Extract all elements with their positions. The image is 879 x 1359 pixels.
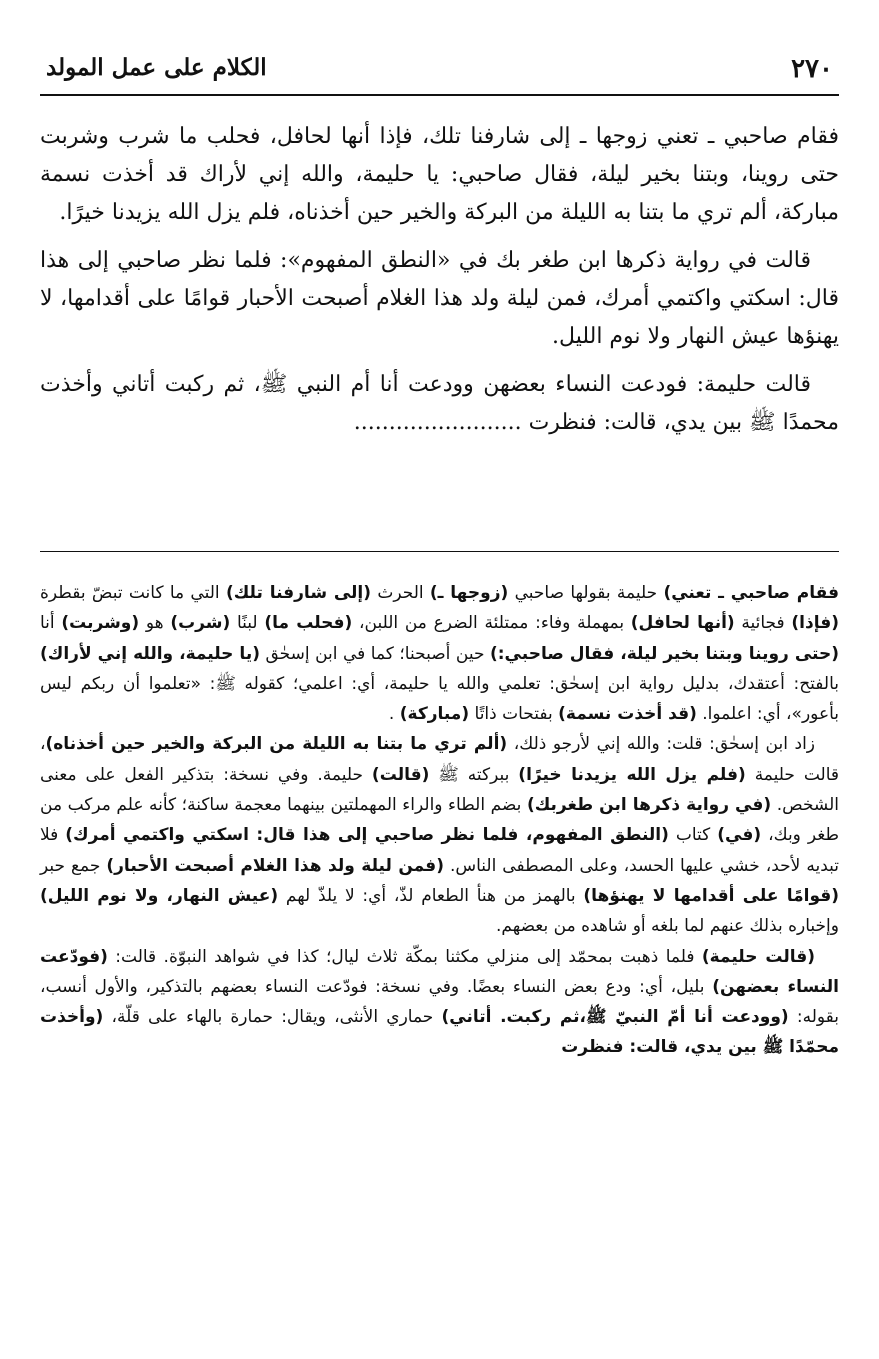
commentary-text: كتاب: [668, 825, 718, 846]
commentary-text: بالهمز من هنأ الطعام لذّ، أي: لا يلذّ لهم: [278, 885, 584, 906]
quoted-text: (قوامًا على أقدامها لا يهنؤها): [583, 885, 840, 906]
quoted-text: (فإذا): [791, 613, 839, 634]
quoted-text: (فودّعت النساء بعضهن): [40, 946, 839, 997]
commentary-text: ببركته ﷺ: [429, 764, 519, 785]
commentary-text: حين أصبحنا؛ كما في ابن إسحٰق: [259, 643, 490, 664]
commentary-text: أنا: [40, 613, 62, 634]
commentary-text: الحرث: [371, 583, 430, 603]
commentary-text: بمهملة وفاء: ممتلئة الضرع من اللبن،: [352, 613, 631, 634]
commentary-text: بفتحات ذاتًا: [469, 704, 559, 725]
quoted-text: (حتى روينا وبتنا بخير ليلة، فقال صاحبي:): [489, 643, 839, 664]
quoted-text: (وودعت أنا أمّ النبيّ ﷺ،ثم ركبت. أتاني): [441, 1007, 789, 1028]
quoted-text: (فلم يزل الله يزيدنا خيرًا): [518, 764, 746, 785]
quoted-text: (عيش النهار، ولا نوم الليل): [40, 885, 279, 906]
quoted-text: (قالت حليمة): [701, 946, 815, 967]
commentary-paragraph: [40, 578, 839, 729]
quoted-text: (وشربت): [61, 613, 140, 634]
commentary-text: وإخباره بذلك عنهم لما بلغه أو شاهده من بعضهم.: [496, 916, 839, 937]
quoted-text: (قد أخذت نسمة): [558, 704, 697, 725]
commentary-text: حماري الأنثى، ويقال: حمارة بالهاء على قلّة،: [103, 1007, 442, 1028]
quoted-text: (مباركة): [399, 704, 470, 725]
page-header: [40, 50, 839, 96]
commentary-text: لبنًا: [230, 613, 265, 634]
commentary-text: بضم الطاء والراء المهملتين بينهما معجمة ساكنة؛ كأنه علم مركب من طغر وبك،: [40, 795, 839, 846]
commentary-text: .: [388, 704, 400, 725]
commentary-text: زاد ابن إسحٰق: قلت: والله إني لأرجو ذلك،: [507, 734, 815, 755]
quoted-text: (إلى شارفنا تلك): [225, 583, 372, 603]
quoted-text: فقام صاحبي ـ تعني): [663, 583, 840, 603]
quoted-text: (أنها لحافل): [630, 613, 735, 634]
commentary-text: ، قالت حليمة: [40, 734, 840, 785]
commentary: [40, 578, 839, 1063]
quoted-text: (وأخذت محمّدًا ﷺ بين يدي، قالت: فنظرت: [40, 1007, 839, 1058]
running-title: الكلام على عمل المولد: [46, 54, 267, 81]
footnote-divider: [40, 551, 839, 552]
commentary-text: فجائية: [734, 613, 792, 634]
commentary-text: بليل، أي: ودع بعض النساء بعضًا. وفي نسخة: فودّعت النساء بعضهم بالتذكير، والأول أنسب، بقوله:: [40, 976, 839, 1028]
quoted-text: (زوجها ـ): [429, 583, 509, 603]
quoted-text: (قالت): [371, 764, 430, 785]
quoted-text: (فمن ليلة ولد هذا الغلام أصبحت الأحبار): [106, 855, 444, 876]
quoted-text: (النطق المفهوم، فلما نظر صاحبي إلى هذا قال: اسكتي واكتمي أمرك): [65, 825, 669, 846]
main-paragraph: فقام صاحبي ـ تعني زوجها ـ إلى شارفنا تلك، فإذا أنها لحافل، فحلب ما شرب وشربت حتى روينا، وبتنا بخير ليلة، فقال صاحبي: يا حليمة، والله إني لأراك قد أخذت نسمة مباركة، ألم تري ما بتنا به الليلة من البركة والخير حين أخذناه، فلم يزل الله يزيدنا خيرًا.: [40, 124, 839, 225]
main-paragraph: قالت في رواية ذكرها ابن طغر بك في «النطق المفهوم»: فلما نظر صاحبي إلى هذا قال: اسكتي واكتمي أمرك، فمن ليلة ولد هذا الغلام أصبحت الأحبار قوامًا على أقدامها، لا يهنؤها عيش النهار ولا نوم الليل.: [40, 248, 839, 349]
commentary-text: حليمة. وفي نسخة: بتذكير الفعل على معنى الشخص.: [40, 764, 839, 816]
commentary-text: فلا تبديه لأحد، خشي عليها الحسد، وعلى المصطفى الناس.: [40, 825, 839, 876]
commentary-text: فلما ذهبت بمحمّد إلى منزلي مكثنا بمكّة ثلاث ليال؛ كذا في شواهد النبوّة. قالت:: [107, 946, 702, 967]
quoted-text: (فحلب ما): [264, 613, 353, 634]
commentary-paragraph: [40, 729, 839, 941]
commentary-text: حليمة بقولها صاحبي: [508, 583, 664, 603]
commentary-text: هو: [139, 613, 171, 634]
quoted-text: (شرب): [170, 613, 231, 634]
commentary-paragraph: [40, 942, 839, 1063]
quoted-text: (ألم تري ما بتنا به الليلة من البركة والخير حين أخذناه): [45, 734, 508, 755]
commentary-text: التي ما كانت تبضّ بقطرة: [40, 583, 226, 603]
main-paragraph: قالت حليمة: فودعت النساء بعضهن وودعت أنا أم النبي ﷺ، ثم ركبت أتاني وأخذت محمدًا ﷺ بين يدي، قالت: فنظرت ........................: [40, 372, 839, 435]
quoted-text: (في رواية ذكرها ابن طغربك): [526, 795, 772, 816]
page-number: ٢٧٠: [791, 54, 833, 84]
main-text: [40, 118, 839, 452]
quoted-text: (في): [717, 825, 762, 846]
commentary-text: بالفتح: أعتقدك، بدليل رواية ابن إسحٰق: تعلمي والله يا حليمة، أي: اعلمي؛ كقوله ﷺ: «تعلموا أن ربكم ليس بأعور»، أي: اعلموا.: [40, 673, 839, 725]
quoted-text: (يا حليمة، والله إني لأراك): [40, 643, 260, 664]
commentary-text: جمع حبر: [40, 855, 107, 876]
